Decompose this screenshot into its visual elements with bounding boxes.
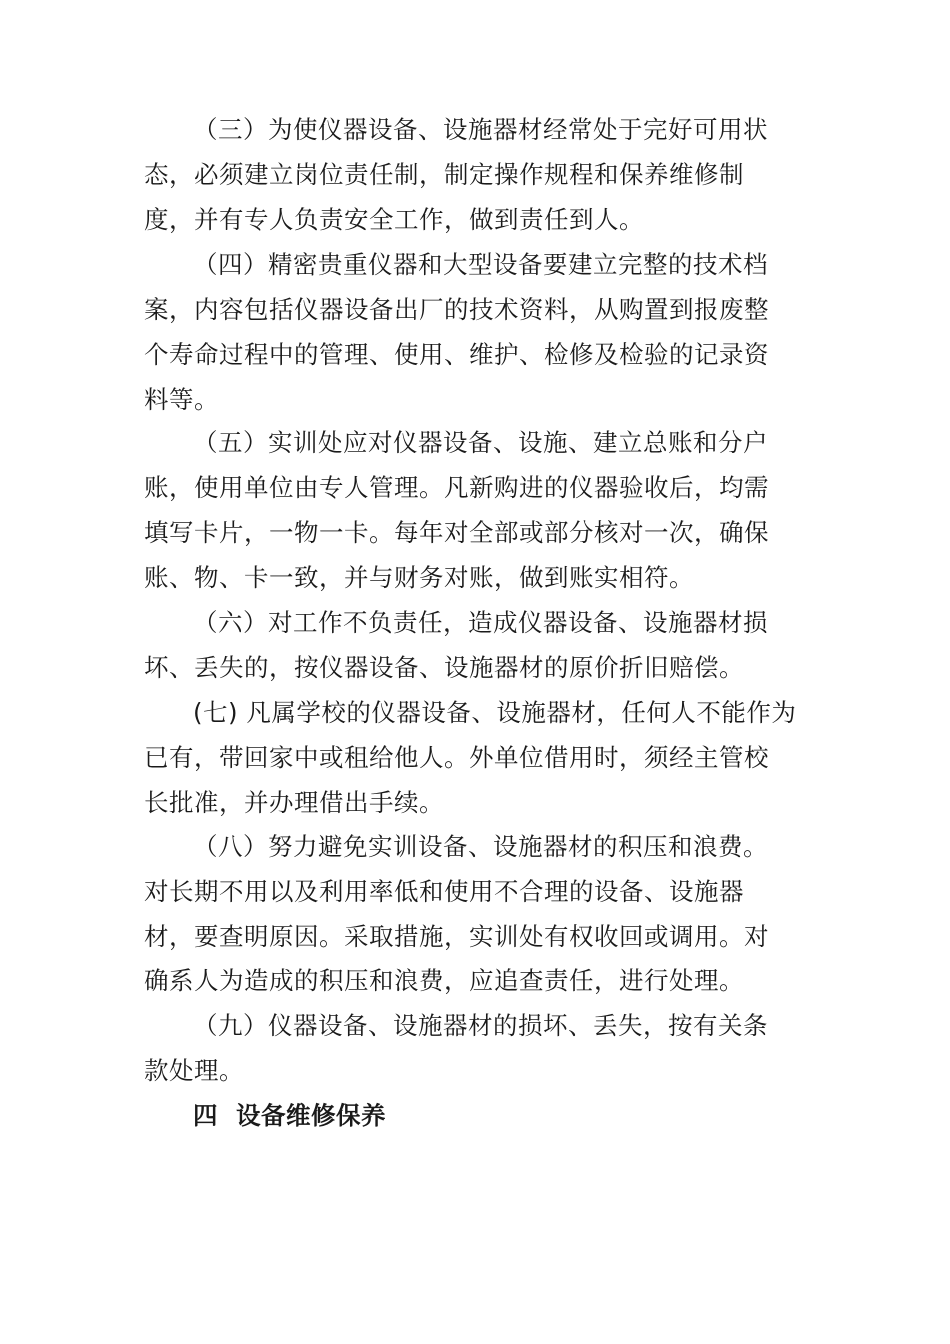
paragraph-8-line-4: 确系人为造成的积压和浪费，应追查责任，进行处理。 (144, 966, 744, 995)
paragraph-4-line-4: 料等。 (144, 385, 219, 414)
paragraph-5-line-4: 账、物、卡一致，并与财务对账，做到账实相符。 (144, 563, 694, 592)
paragraph-9-line-1: （九）仪器设备、设施器材的损坏、丢失，按有关条 (193, 1011, 768, 1040)
section-heading (193, 1101, 386, 1131)
paragraph-7-line-1: (七) 凡属学校的仪器设备、设施器材，任何人不能作为 (193, 698, 797, 727)
paragraph-8-line-2: 对长期不用以及利用率低和使用不合理的设备、设施器 (144, 877, 744, 906)
paragraph-5-line-2: 账，使用单位由专人管理。凡新购进的仪器验收后，均需 (144, 473, 769, 502)
section-title: 设备维修保养 (236, 1101, 386, 1130)
paragraph-8-line-3: 材，要查明原因。采取措施，实训处有权收回或调用。对 (144, 922, 769, 951)
paragraph-3-line-2: 态，必须建立岗位责任制，制定操作规程和保养维修制 (144, 160, 744, 189)
paragraph-9-line-2: 款处理。 (144, 1056, 244, 1085)
paragraph-3-line-1: （三）为使仪器设备、设施器材经常处于完好可用状 (193, 115, 768, 144)
paragraph-4-line-1: （四）精密贵重仪器和大型设备要建立完整的技术档 (193, 250, 768, 279)
paragraph-6-line-1: （六）对工作不负责任，造成仪器设备、设施器材损 (193, 608, 768, 637)
paragraph-7-line-3: 长批准，并办理借出手续。 (144, 788, 444, 817)
paragraph-4-line-2: 案，内容包括仪器设备出厂的技术资料，从购置到报废整 (144, 295, 769, 324)
paragraph-3-line-3: 度，并有专人负责安全工作，做到责任到人。 (144, 205, 644, 234)
paragraph-5-line-3: 填写卡片，一物一卡。每年对全部或部分核对一次，确保 (144, 518, 769, 547)
paragraph-4-line-3: 个寿命过程中的管理、使用、维护、检修及检验的记录资 (144, 340, 769, 369)
paragraph-5-line-1: （五）实训处应对仪器设备、设施、建立总账和分户 (193, 428, 768, 457)
paragraph-7-line-2: 已有，带回家中或租给他人。外单位借用时，须经主管校 (144, 743, 769, 772)
paragraph-8-line-1: （八）努力避免实训设备、设施器材的积压和浪费。 (193, 832, 768, 861)
section-number: 四 (193, 1101, 218, 1130)
paragraph-6-line-2: 坏、丢失的，按仪器设备、设施器材的原价折旧赔偿。 (144, 653, 744, 682)
